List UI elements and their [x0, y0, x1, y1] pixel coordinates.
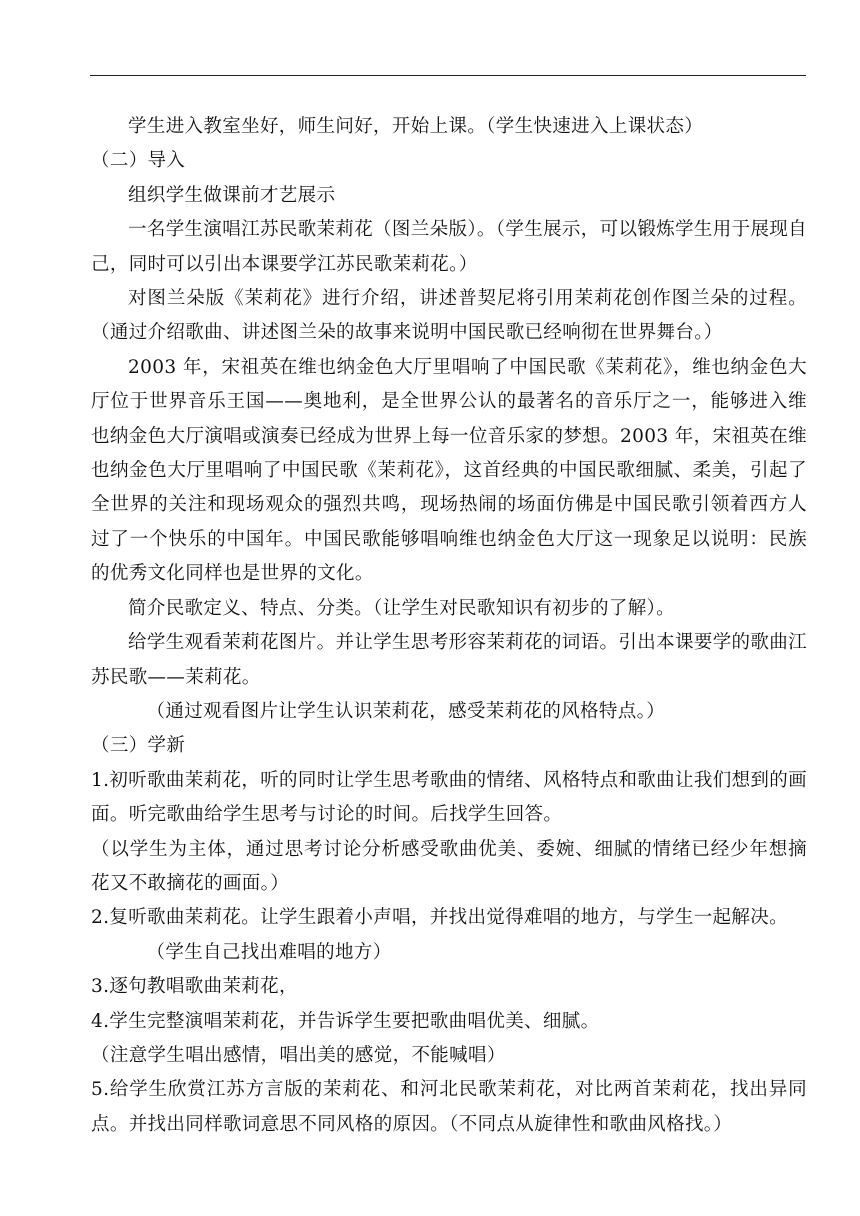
paragraph-pictures-note: （通过观看图片让学生认识茉莉花，感受茉莉花的风格特点。）	[146, 700, 666, 722]
paragraph-turandot-intro: 对图兰朵版《茉莉花》进行介绍，讲述普契尼将引用茉莉花创作图兰朵的过程。（通过介绍歌曲、讲述图兰朵的故事来说明中国民歌已经响彻在世界舞台。）	[91, 288, 807, 344]
paragraph-vienna-story: 2003 年，宋祖英在维也纳金色大厅里唱响了中国民歌《茉莉花》，维也纳金色大厅位于世界音乐王国——奥地利，是全世界公认的最著名的音乐厅之一，能够进入维也纳金色大厅演唱或演奏已经成为世界上每一位音乐家的梦想。2003 年，宋祖英在维也纳金色大厅里唱响了中国民歌《茉莉花》，这首经典的中国民歌细腻、柔美，引起了全世界的关注和现场观众的强烈共鸣，现场热闹的场面仿佛是中国民歌引领着西方人过了一个快乐的中国年。中国民歌能够唱响维也纳金色大厅这一现象足以说明：民族的优秀文化同样也是世界的文化。	[91, 356, 807, 585]
document-body	[91, 110, 807, 1142]
step-line-by-line: 3.逐句教唱歌曲茉莉花，	[91, 976, 298, 998]
step-first-listen: 1.初听歌曲茉莉花，听的同时让学生思考歌曲的情绪、风格特点和歌曲让我们想到的画面。听完歌曲给学生思考与讨论的时间。后找学生回答。	[91, 769, 807, 826]
step-full-performance: 4.学生完整演唱茉莉花，并告诉学生要把歌曲唱优美、细腻。	[91, 1010, 600, 1032]
paragraph-student-sings: 一名学生演唱江苏民歌茉莉花（图兰朵版）。（学生展示，可以锻炼学生用于展现自己，同时可以引出本课要学江苏民歌茉莉花。）	[91, 219, 807, 275]
heading-introduction: （二）导入	[91, 150, 186, 172]
step-compare-versions: 5.给学生欣赏江苏方言版的茉莉花、和河北民歌茉莉花，对比两首茉莉花，找出异同点。并找出同样歌词意思不同风格的原因。（不同点从旋律性和歌曲风格找。）	[91, 1079, 807, 1135]
note-full-performance: （注意学生唱出感情，唱出美的感觉，不能喊唱）	[91, 1044, 506, 1066]
paragraph-class-start: 学生进入教室坐好，师生问好，开始上课。（学生快速进入上课状态）	[128, 116, 704, 137]
note-first-listen: （以学生为主体，通过思考讨论分析感受歌曲优美、委婉、细腻的情绪已经少年想摘花又不敢摘花的画面。）	[91, 838, 807, 894]
paragraph-jasmine-pictures: 给学生观看茉莉花图片。并让学生思考形容茉莉花的词语。引出本课要学的歌曲江苏民歌——茉莉花。	[91, 632, 807, 688]
paragraph-folk-song-intro: 简介民歌定义、特点、分类。（让学生对民歌知识有初步的了解）。	[128, 597, 676, 619]
paragraph-talent-show: 组织学生做课前才艺展示	[128, 184, 336, 206]
note-second-listen: （学生自己找出难唱的地方）	[146, 941, 392, 963]
heading-new-learning: （三）学新	[91, 735, 186, 757]
header-rule	[90, 75, 806, 76]
step-second-listen: 2.复听歌曲茉莉花。让学生跟着小声唱，并找出觉得难唱的地方，与学生一起解决。	[91, 907, 788, 929]
